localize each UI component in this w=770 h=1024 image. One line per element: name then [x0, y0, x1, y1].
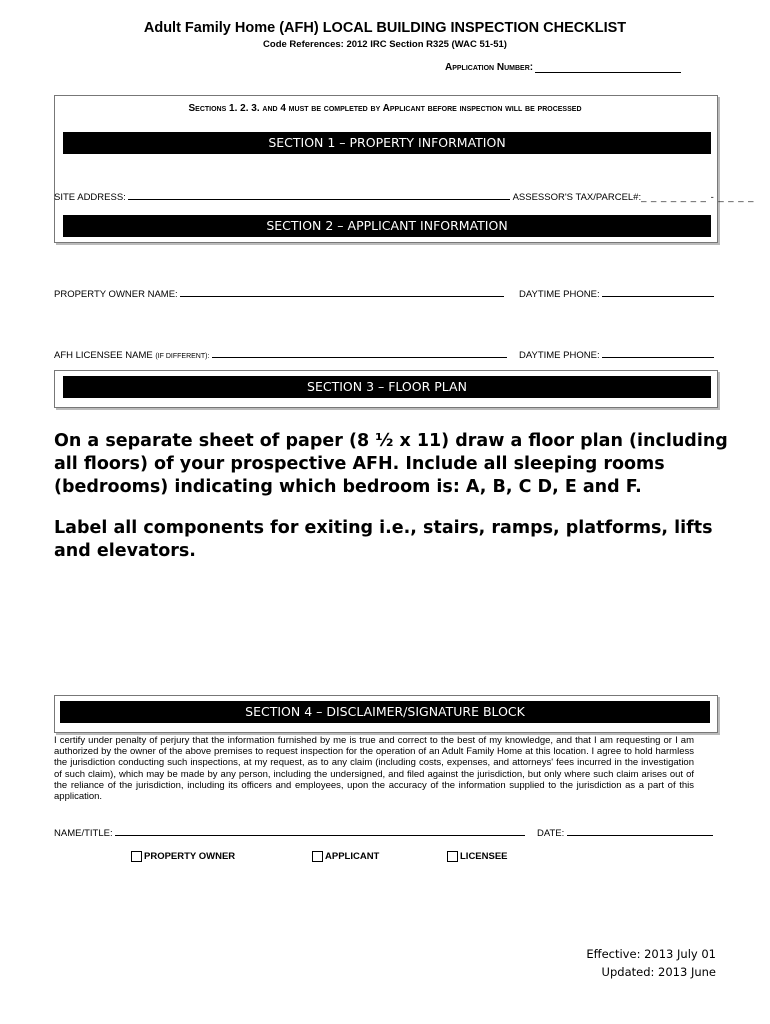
licensee-phone-label: DAYTIME PHONE: — [519, 350, 600, 361]
completion-notice: Sections 1. 2. 3. and 4 must be completed by Applicant before inspection will be processed — [188, 103, 582, 114]
licensee-name-label: AFH LICENSEE NAME — [54, 350, 153, 361]
licensee-name-line[interactable] — [212, 348, 507, 358]
parcel-label: ASSESSOR'S TAX/PARCEL#: — [512, 192, 642, 203]
application-number-label: Application Number: — [445, 62, 534, 73]
section-1-heading: SECTION 1 – PROPERTY INFORMATION — [63, 132, 711, 154]
name-title-field[interactable] — [54, 826, 525, 839]
disclaimer-text: I certify under penalty of perjury that the information furnished by me is true and correct to the best of my knowledge, and that I am requesting or I am authorized by the owner of the above premises to request inspection for the operation of an Adult Family Home at this location. I agree to hold harmless the jurisdiction conducting such inspections, at my request, as to any claim (including costs, expenses, and attorneys' fees incurred in the investigation of such claim), which may be made by any person, including the undersigned, and filed against the jurisdiction, but only where such claim arises out of the reliance of the jurisdiction, including its officers and employees, upon the accuracy of the information supplied to the jurisdiction as a part of this application. — [54, 735, 694, 803]
licensee-label: LICENSEE — [460, 851, 508, 862]
licensee-checkbox[interactable] — [447, 851, 508, 862]
site-address-field[interactable] — [54, 190, 754, 203]
owner-name-line[interactable] — [180, 287, 504, 297]
checkbox-icon[interactable] — [447, 851, 458, 862]
owner-phone-label: DAYTIME PHONE: — [519, 289, 600, 300]
effective-date: Effective: 2013 July 01 — [586, 947, 716, 961]
property-owner-label: PROPERTY OWNER — [144, 851, 236, 862]
site-address-line[interactable] — [128, 190, 510, 200]
parcel-pattern[interactable]: _ _ _ _ _ _ _ - _ _ _ _ — [641, 192, 755, 203]
section-2-heading: SECTION 2 – APPLICANT INFORMATION — [63, 215, 711, 237]
application-number-field[interactable] — [445, 62, 681, 73]
date-label: DATE: — [537, 828, 565, 839]
floor-plan-instruction-1: On a separate sheet of paper (8 ½ x 11) draw a floor plan (including all floors) of your prospective AFH. Include all sleeping rooms (bedrooms) indicating which bedroom is: A, B, C D, E and F. — [54, 431, 728, 497]
if-different-note: (IF DIFFERENT): — [155, 353, 210, 360]
form-title: Adult Family Home (AFH) LOCAL BUILDING INSPECTION CHECKLIST — [143, 20, 627, 36]
checkbox-icon[interactable] — [312, 851, 323, 862]
document-footer — [540, 945, 716, 981]
site-address-label: SITE ADDRESS: — [54, 192, 126, 203]
licensee-name-field[interactable] — [54, 348, 507, 361]
code-references: Code References: 2012 IRC Section R325 (WAC 51-51) — [263, 39, 507, 50]
checkbox-icon[interactable] — [131, 851, 142, 862]
floor-plan-instruction-2: Label all components for exiting i.e., stairs, ramps, platforms, lifts and elevators. — [54, 518, 713, 561]
property-owner-checkbox[interactable] — [131, 851, 235, 862]
name-title-label: NAME/TITLE: — [54, 828, 113, 839]
date-line[interactable] — [567, 826, 713, 836]
floor-plan-instructions — [54, 430, 734, 581]
owner-name-label: PROPERTY OWNER NAME: — [54, 289, 178, 300]
owner-phone-line[interactable] — [602, 287, 714, 297]
section-4-heading: SECTION 4 – DISCLAIMER/SIGNATURE BLOCK — [60, 701, 710, 723]
applicant-checkbox[interactable] — [312, 851, 379, 862]
licensee-phone-field[interactable] — [519, 348, 714, 361]
section-3-heading: SECTION 3 – FLOOR PLAN — [63, 376, 711, 398]
name-title-line[interactable] — [115, 826, 525, 836]
date-field[interactable] — [537, 826, 713, 839]
application-number-line[interactable] — [535, 62, 681, 73]
applicant-label: APPLICANT — [325, 851, 380, 862]
updated-date: Updated: 2013 June — [601, 965, 716, 979]
licensee-phone-line[interactable] — [602, 348, 714, 358]
owner-name-field[interactable] — [54, 287, 504, 300]
owner-phone-field[interactable] — [519, 287, 714, 300]
